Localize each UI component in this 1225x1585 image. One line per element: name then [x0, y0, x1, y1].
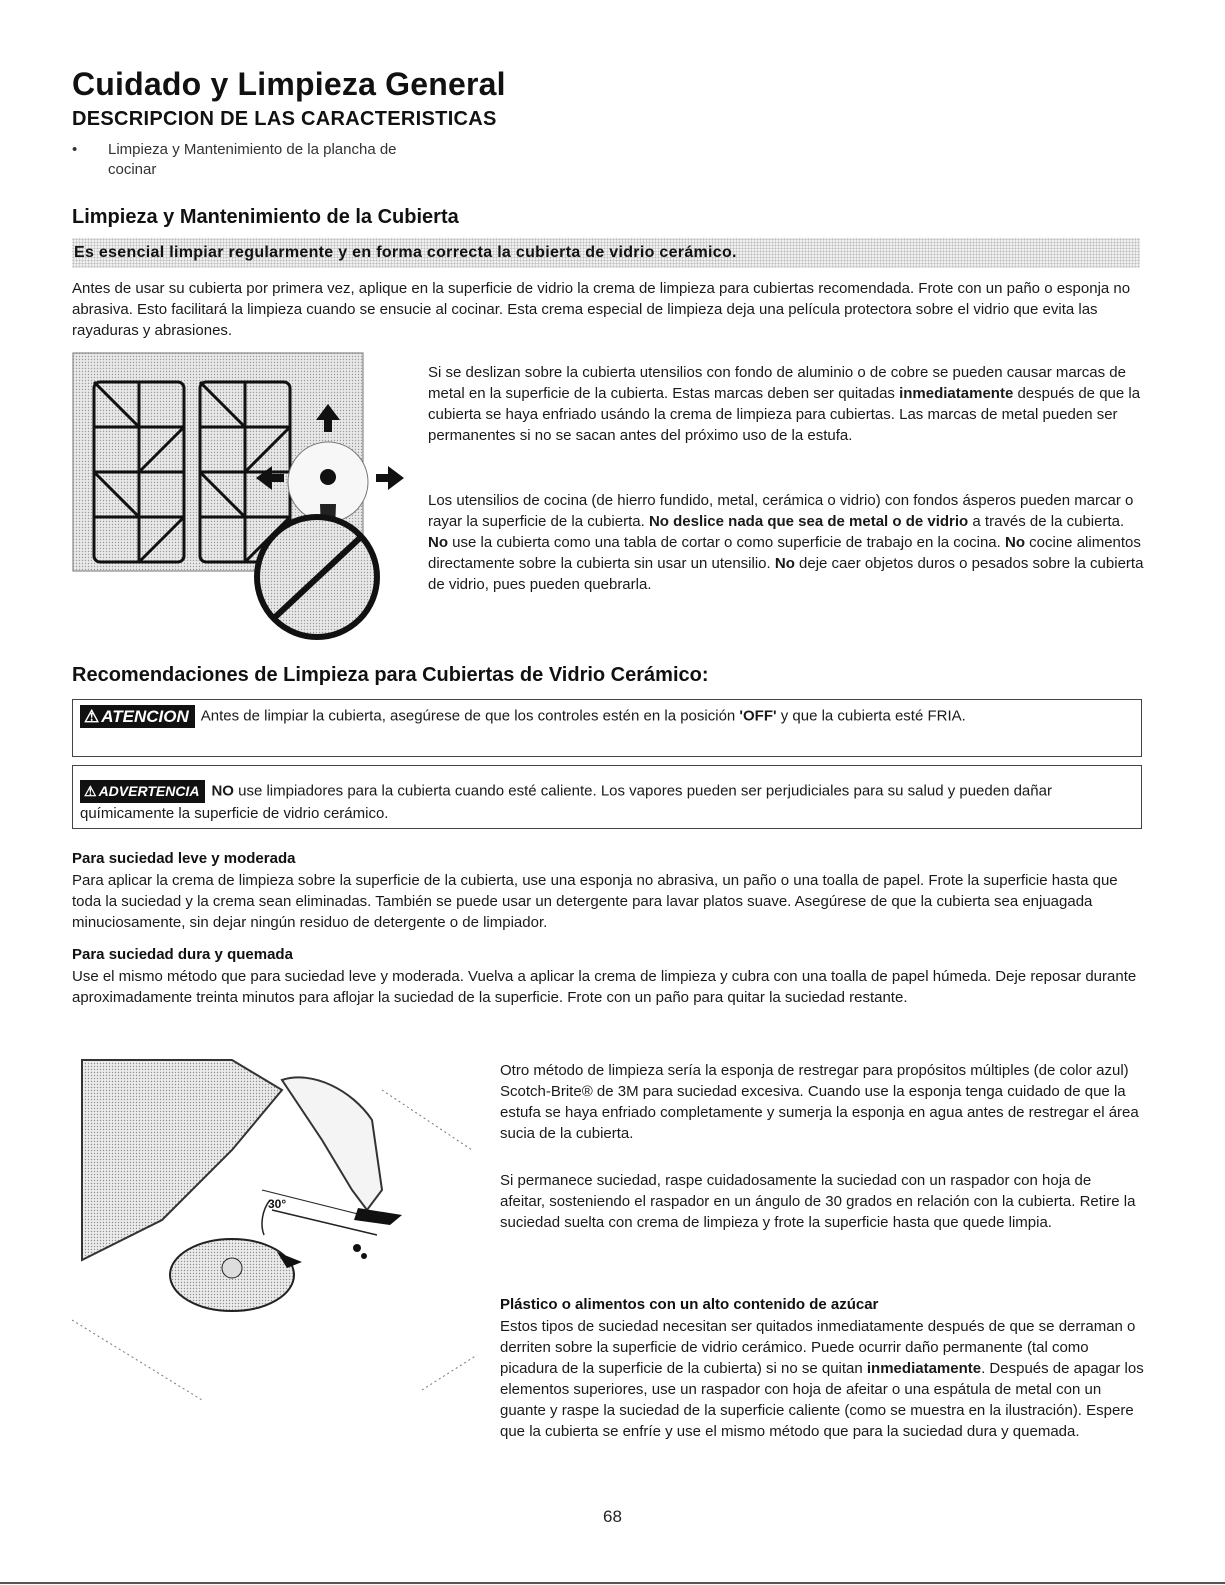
otro-metodo-paragraph: Otro método de limpieza sería la esponja de restregar para propósitos múltiples (de color azul) Scotch-Brite® de 3M para suciedad excesiva. Cuando use la esponja tenga cuidado de que la estufa se haya enfriado completamente y sumerja la esponja en agua antes de restregar el área sucia de la cubierta.	[500, 1062, 1139, 1142]
page-subtitle: DESCRIPCION DE LAS CARACTERISTICAS	[72, 108, 497, 130]
advertencia-badge: ⚠ ADVERTENCIA	[80, 780, 205, 803]
plastico-heading: Plástico o alimentos con un alto contenido de azúcar	[500, 1296, 879, 1313]
leve-heading: Para suciedad leve y moderada	[72, 850, 296, 867]
intro-paragraph: Antes de usar su cubierta por primera vez, aplique en la superficie de vidrio la crema de limpieza para cubiertas recomendada. Frote con un paño o esponja no abrasiva. Esto facilitará la limpieza cuando se ensucie al cocinar. Esta crema especial de limpieza deja una película protectora sobre el vidrio que evita las rayaduras y abrasiones.	[72, 280, 1131, 339]
page-number: 68	[603, 1507, 622, 1526]
page-title: Cuidado y Limpieza General	[72, 66, 506, 102]
advertencia-text: ⚠ ADVERTENCIA NO use limpiadores para la cubierta cuando esté caliente. Los vapores pueden ser perjudiciales para su salud y pueden dañar químicamente la superficie de vidrio cerámico.	[80, 780, 1130, 824]
arrow-right-icon	[376, 466, 404, 490]
grate-section	[82, 1060, 282, 1260]
dura-heading: Para suciedad dura y quemada	[72, 946, 293, 963]
raspe-paragraph: Si permanece suciedad, raspe cuidadosamente la suciedad con un raspador con hoja de afeitar, sosteniendo el raspador en un ángulo de 30 grados en relación con la cubierta. Retire la suciedad suelta con crema de limpieza y frote la superficie hasta que quede limpia.	[500, 1172, 1136, 1231]
section-heading-recomendaciones: Recomendaciones de Limpieza para Cubiertas de Vidrio Cerámico:	[72, 664, 709, 686]
section-heading-cubierta: Limpieza y Mantenimiento de la Cubierta	[72, 206, 459, 228]
warning-icon: ⚠	[84, 783, 97, 799]
feature-list	[72, 140, 472, 180]
scraper-blade	[354, 1208, 402, 1225]
dura-paragraph: Use el mismo método que para suciedad leve y moderada. Vuelva a aplicar la crema de limpieza y cubra con una toalla de papel húmeda. Deje reposar durante aproximadamente treinta minutos para aflojar la suciedad de la superficie. Frote con un paño para quitar la suciedad restante.	[72, 968, 1137, 1006]
aluminum-paragraph: Si se deslizan sobre la cubierta utensilios con fondo de aluminio o de cobre se pueden causar marcas de metal en la superficie de la cubierta. Estas marcas deben ser quitadas inmediatamente después de que la cubierta se haya enfriado usándo la crema de limpieza para cubiertas. Las marcas de metal pueden ser permanentes si no se sacan antes del próximo uso de la estufa.	[428, 364, 1141, 444]
page-bottom-rule	[0, 1582, 1225, 1584]
utensils-paragraph: Los utensilios de cocina (de hierro fundido, metal, cerámica o vidrio) con fondos ásperos pueden marcar o rayar la superficie de la cubierta. No deslice nada que sea de metal o de vidrio a través de la cubierta. No use la cubierta como una tabla de cortar o como superficie de trabajo en la cocina. No cocine alimentos directamente sobre la cubierta sin usar un utensilio. No deje caer objetos duros o pesados sobre la cubierta de vidrio, pues pueden quebrarla.	[428, 492, 1144, 593]
scraper-drawing	[72, 1050, 482, 1400]
atencion-text: ⚠ ATENCION Antes de limpiar la cubierta, asegúrese de que los controles estén en la posición 'OFF' y que la cubierta esté FRIA.	[80, 705, 1130, 728]
atencion-badge: ⚠ ATENCION	[80, 705, 195, 728]
banner-text: Es esencial limpiar regularmente y en forma correcta la cubierta de vidrio cerámico.	[74, 244, 737, 261]
leve-paragraph: Para aplicar la crema de limpieza sobre la superficie de la cubierta, use una esponja no abrasiva, un paño o una toalla de papel. Frote la superficie hasta que toda la suciedad y la crema sean eliminadas. También se puede usar un detergente para lavar platos suave. Asegúrese de que la cubierta sea enjuagada minuciosamente, sin dejar ningún residuo de detergente o de limpiador.	[72, 872, 1118, 931]
cooktop-illustration	[72, 352, 412, 642]
angle-label: 30°	[268, 1197, 287, 1211]
warning-icon: ⚠	[84, 707, 100, 726]
gloved-hand	[282, 1077, 382, 1210]
plastico-paragraph: Estos tipos de suciedad necesitan ser quitados inmediatamente después de que se derraman o derriten sobre la superficie de vidrio cerámico. Puede ocurrir daño permanente (tal como picadura de la superficie de la cubierta) si no se quitan inmediatamente. Después de apagar los elementos superiores, use un raspador con hoja de afeitar o una espátula de metal con un guante y raspe la suciedad de la superficie caliente (como se muestra en la ilustración). Espere que la cubierta se enfríe y use el mismo método que para la suciedad dura y quemada.	[500, 1318, 1144, 1440]
list-item: • Limpieza y Mantenimiento de la plancha de cocinar	[72, 140, 428, 180]
scraper-illustration	[72, 1050, 482, 1400]
cooktop-drawing	[72, 352, 412, 642]
